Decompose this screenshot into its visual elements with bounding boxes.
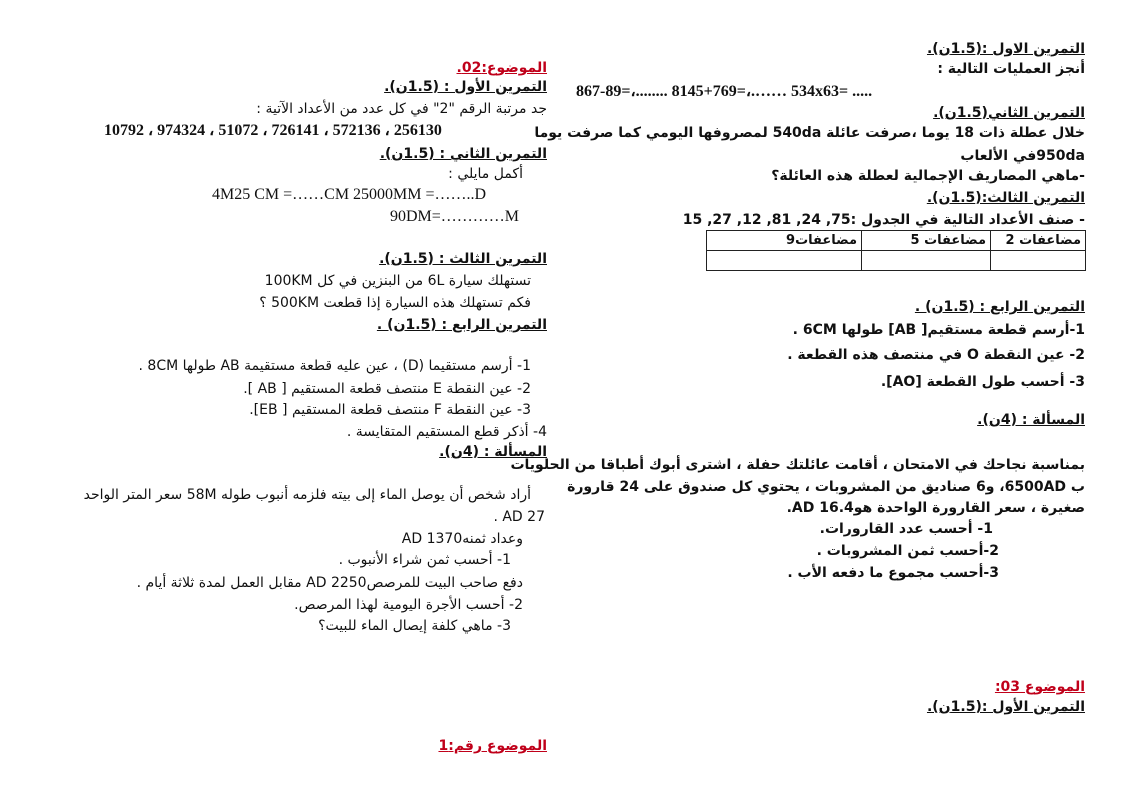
classification-table	[706, 230, 1086, 271]
r-ex4-line2: 2- عين النقطة O في منتصف هذه القطعة .	[787, 347, 1085, 363]
l-problem-line3: وعداد ثمنه1370 AD	[401, 531, 523, 547]
l-ex2-line1: 4M25 CM =……CM 25000MM =……..D	[212, 186, 487, 203]
l-ex2-line2: 90DM=…………M	[390, 208, 520, 225]
table-empty-row	[707, 251, 1086, 271]
subject-03-heading: الموضوع 03:	[994, 679, 1085, 695]
table-header-cell: مضاعفات 2	[991, 231, 1086, 251]
r-problem-line3: صغيرة ، سعر القارورة الواحدة هو16.4 AD.	[786, 500, 1085, 516]
l-ex4-line2: 2- عين النقطة E منتصف قطعة المستقيم [ AB ].	[243, 381, 531, 397]
r-ex4-line1: 1-أرسم قطعة مستقيم[ AB] طولها 6CM .	[792, 322, 1085, 338]
subject-02-heading: الموضوع:02.	[456, 60, 547, 76]
r-ex1-operations: 867-89=،........ 8145+769=،.…… 534x63= .....	[576, 83, 873, 100]
l-ex4-line1: 1- أرسم مستقيما (D) ، عين عليه قطعة مستقيمة AB طولها 8CM .	[138, 358, 531, 374]
r-ex3-text: - صنف الأعداد التالية في الجدول :75, 24, 81, 12, 27, 15	[682, 212, 1085, 228]
r-ex2-question: -ماهي المصاريف الإجمالية لعطلة هذه العائلة؟	[771, 168, 1085, 184]
table-cell	[991, 251, 1086, 271]
r-subject3-ex1-title: التمرين الأول :(1.5ن).	[926, 699, 1085, 715]
l-ex3-line2: فكم تستهلك هذه السيارة إذا قطعت 500KM ؟	[259, 295, 531, 311]
table-header-cell: مضاعفات 5	[862, 231, 991, 251]
l-ex1-text: جد مرتبة الرقم "2" في كل عدد من الأعداد الآتية :	[256, 101, 547, 117]
l-problem-title: المسألة : (4ن).	[439, 444, 547, 460]
r-ex4-line3: 3- أحسب طول القطعة [AO].	[880, 374, 1085, 390]
l-ex4-line4: 4- أذكر قطع المستقيم المتقايسة .	[346, 424, 547, 440]
r-problem-title: المسألة : (4ن).	[977, 412, 1085, 428]
table-cell	[707, 251, 862, 271]
l-ex1-numbers: 10792 ، 974324 ، 51072 ، 726141 ، 572136 ، 256130	[104, 122, 442, 139]
table-header-row	[707, 231, 1086, 251]
l-problem-line1: أراد شخص أن يوصل الماء إلى بيته فلزمه أنبوب طوله 58M سعر المتر الواحد	[83, 487, 531, 503]
table-cell	[862, 251, 991, 271]
l-ex3-line1: تستهلك سيارة 6L من البنزين في كل 100KM	[264, 273, 531, 289]
l-problem-q1: 1- أحسب ثمن شراء الأنبوب .	[338, 552, 511, 568]
r-problem-q3: 3-أحسب مجموع ما دفعه الأب .	[787, 565, 999, 581]
l-ex2-title: التمرين الثاني : (1.5ن).	[379, 146, 547, 162]
l-ex1-title: التمرين الأول : (1.5ن).	[384, 79, 547, 95]
table-header-cell: مضاعفات9	[707, 231, 862, 251]
r-problem-q2: 2-أحسب ثمن المشروبات .	[816, 543, 999, 559]
l-problem-line2: 27 AD .	[493, 509, 545, 525]
r-ex3-title: التمرين الثالث:(1.5ن).	[926, 190, 1085, 206]
r-ex2-line1: خلال عطلة ذات 18 يوما ،صرفت عائلة 540da لمصروفها اليومي كما صرفت يوما	[534, 125, 1085, 141]
r-problem-line2: ب 6500AD، و6 صناديق من المشروبات ، يحتوي كل صندوق على 24 قارورة	[567, 479, 1085, 495]
l-ex4-line3: 3- عين النقطة F منتصف قطعة المستقيم [ EB].	[249, 402, 531, 418]
r-ex2-title: التمرين الثاني(1.5ن).	[933, 105, 1085, 121]
r-ex1-title: التمرين الاول :(1.5ن).	[926, 41, 1085, 57]
l-ex4-title: التمرين الرابع : (1.5ن) .	[376, 317, 547, 333]
l-ex3-title: التمرين الثالث : (1.5ن).	[379, 251, 547, 267]
r-problem-line1: بمناسبة نجاحك في الامتحان ، أقامت عائلتك حفلة ، اشترى أبوك أطباقا من الحلويات	[510, 457, 1085, 473]
r-ex2-line2: 950daفي الألعاب	[960, 148, 1085, 164]
l-problem-q3: 3- ماهي كلفة إيصال الماء للبيت؟	[318, 618, 511, 634]
r-ex1-text: أنجز العمليات التالية :	[937, 61, 1085, 77]
r-ex4-title: التمرين الرابع : (1.5ن) .	[914, 299, 1085, 315]
r-problem-q1: 1- أحسب عدد القارورات.	[819, 521, 993, 537]
subject-1-heading: الموضوع رقم:1	[438, 738, 547, 754]
l-problem-q2: 2- أحسب الأجرة اليومية لهذا المرصص.	[294, 597, 523, 613]
l-ex2-text: أكمل مايلي :	[448, 166, 523, 182]
l-problem-line4: دفع صاحب البيت للمرصص2250 AD مقابل العمل لمدة ثلاثة أيام .	[136, 575, 523, 591]
